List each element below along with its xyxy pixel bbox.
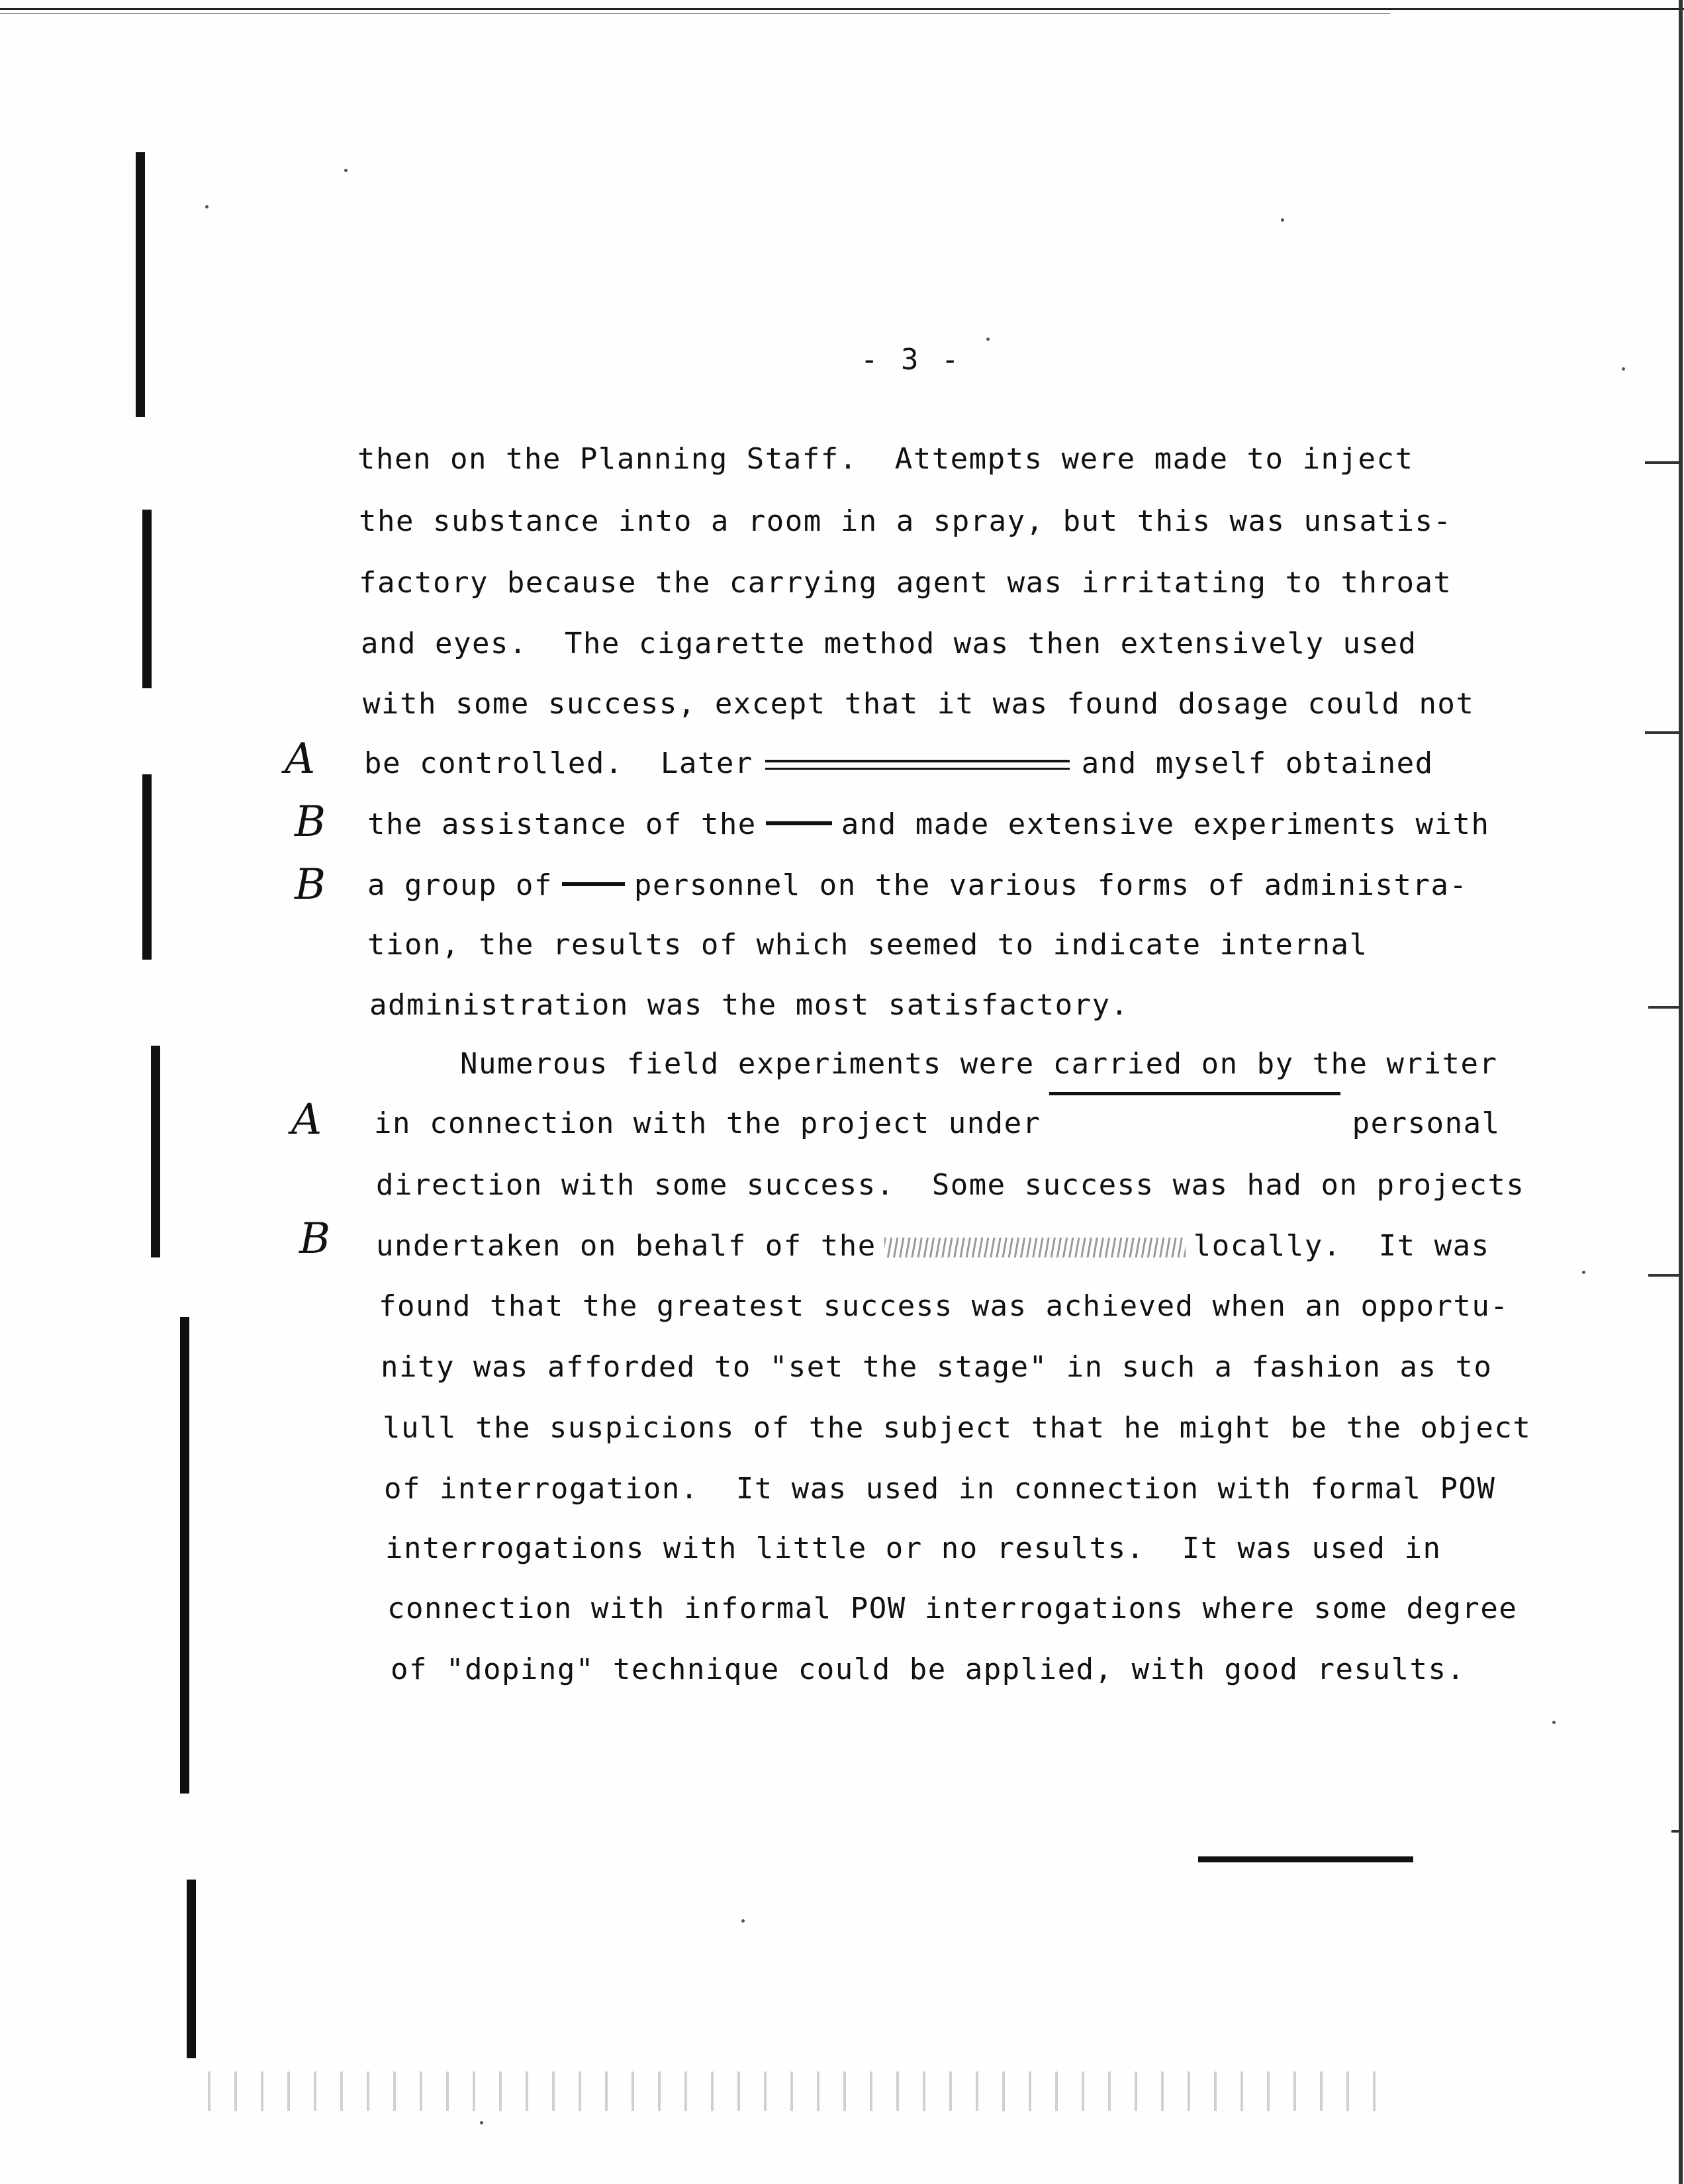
left-margin-bar <box>142 510 152 688</box>
left-margin-bar <box>187 1880 196 2058</box>
redaction-bar <box>884 1238 1186 1257</box>
text-line: found that the greatest success was achieved when an opportu- <box>379 1289 1509 1323</box>
text-line <box>367 868 1468 903</box>
left-margin-bar <box>136 152 145 417</box>
text-span: the assistance of the <box>367 807 757 841</box>
text-span: be controlled. Later <box>364 747 753 780</box>
margin-mark: B <box>295 797 326 846</box>
redaction-bar <box>765 752 1070 778</box>
right-margin-tick <box>1648 1006 1681 1009</box>
redaction-bar <box>562 877 625 897</box>
speck <box>480 2121 483 2124</box>
text-line: Numerous field experiments were carried on by the writer <box>460 1047 1498 1081</box>
left-margin-bar <box>180 1317 189 1794</box>
speck <box>1552 1721 1556 1724</box>
closing-rule <box>1198 1856 1413 1862</box>
text-line: then on the Planning Staff. Attempts were made to inject <box>357 442 1414 476</box>
redaction-bar <box>766 816 832 836</box>
speck <box>1622 367 1625 371</box>
right-edge-shadow <box>1679 0 1683 2184</box>
text-span: personal <box>1352 1107 1501 1140</box>
text-span: a group of <box>367 868 553 902</box>
underline-redaction <box>1049 1092 1340 1095</box>
text-span: and myself obtained <box>1081 747 1434 780</box>
text-line: factory because the carrying agent was irritating to throat <box>359 566 1452 600</box>
text-line: lull the suspicions of the subject that he might be the object <box>383 1411 1532 1445</box>
text-span: undertaken on behalf of the <box>376 1229 876 1263</box>
left-margin-bar <box>151 1046 160 1257</box>
text-line: and eyes. The cigarette method was then extensively used <box>361 627 1417 660</box>
text-line: tion, the results of which seemed to indicate internal <box>367 928 1368 962</box>
text-line: the substance into a room in a spray, but this was unsatis- <box>359 504 1452 538</box>
left-margin-bar <box>142 774 152 960</box>
speck <box>1281 218 1284 222</box>
text-line: direction with some success. Some success was had on projects <box>376 1168 1525 1202</box>
text-line <box>364 747 1434 781</box>
text-line: connection with informal POW interrogations where some degree <box>387 1592 1518 1625</box>
speck <box>205 205 209 208</box>
margin-mark: B <box>299 1214 331 1263</box>
text-line: of interrogation. It was used in connection with formal POW <box>384 1472 1496 1506</box>
page-number: - 3 - <box>861 343 962 377</box>
speck <box>741 1919 745 1923</box>
text-line <box>376 1229 1490 1263</box>
text-line: administration was the most satisfactory. <box>369 988 1129 1022</box>
text-span: personnel on the various forms of administra- <box>633 868 1468 902</box>
text-line <box>367 807 1489 842</box>
margin-mark: A <box>285 735 316 784</box>
text-line: interrogations with little or no results. It was used in <box>385 1531 1442 1565</box>
bottom-smudge <box>199 2071 1390 2111</box>
right-margin-tick <box>1648 1274 1681 1277</box>
text-span: locally. It was <box>1193 1229 1490 1263</box>
text-line: with some success, except that it was found dosage could not <box>363 687 1475 721</box>
text-line <box>374 1107 1501 1141</box>
right-margin-tick <box>1671 1830 1681 1833</box>
speck <box>1582 1271 1585 1274</box>
right-margin-tick <box>1645 731 1681 734</box>
right-margin-tick <box>1645 461 1681 464</box>
top-rule-faint <box>0 13 1390 14</box>
top-rule <box>0 8 1684 10</box>
text-line: nity was afforded to "set the stage" in such a fashion as to <box>381 1350 1493 1384</box>
text-line: of "doping" technique could be applied, with good results. <box>391 1653 1466 1686</box>
margin-mark: B <box>295 860 326 909</box>
margin-mark: A <box>291 1095 322 1144</box>
speck <box>986 338 990 341</box>
text-span: in connection with the project under <box>374 1107 1041 1140</box>
speck <box>344 169 348 172</box>
text-span: and made extensive experiments with <box>841 807 1490 841</box>
